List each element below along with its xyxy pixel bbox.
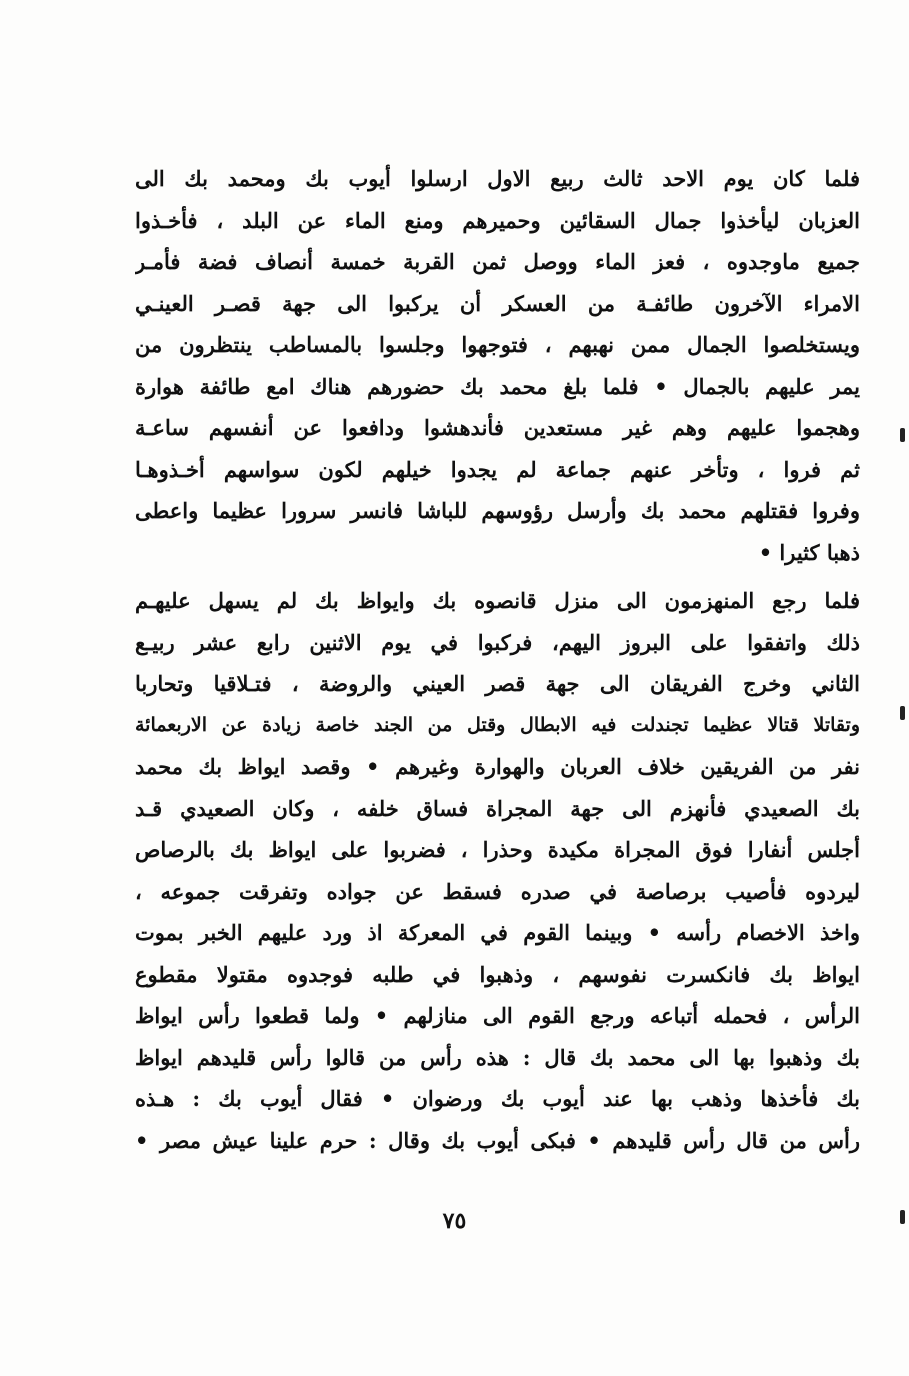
text-line: ذهبا كثيرا • <box>758 539 860 565</box>
text-line: ويستخلصوا الجمال ممن نهبهم ، فتوجهوا وجلسوا بالمساطب ينتظرون من <box>135 332 860 357</box>
text-line: بك فأخذها وذهب بها عند أيوب بك ورضوان • فقال أيوب بك : هـذه <box>135 1086 860 1111</box>
text-line: الثاني وخرج الفريقان الى جهة قصر العيني والروضة ، فتـلاقيا وتحاربا <box>135 671 860 696</box>
text-line: الرأس ، فحمله أتباعه ورجع القوم الى منازلهم • ولما قطعوا رأس ايواظ <box>135 1003 860 1028</box>
text-line: فلما رجع المنهزمون الى منزل قانصوه بك وايواظ بك لم يسهل عليهـم <box>135 588 860 613</box>
text-line: ايواظ بك فانكسرت نفوسهم ، وذهبوا في طلبه فوجدوه مقتولا مقطوع <box>135 961 860 987</box>
text-line: ثم فروا ، وتأخر عنهم جماعة لم يجدوا خيلهم لكون سواسهم أخـذوهـا <box>135 456 860 482</box>
text-line: وهجموا عليهم وهم غير مستعدين فأندهشوا ودافعوا عن أنفسهم ساعـة <box>135 415 860 440</box>
text-line: نفر من الفريقين خلاف العربان والهوارة وغيرهم • وقصد ايواظ بك محمد <box>135 754 860 779</box>
paragraph-1 <box>135 158 860 573</box>
paragraph-2 <box>135 580 860 1161</box>
text-line: يمر عليهم بالجمال • فلما بلغ محمد بك حضورهم هناك امع طائفة هوارة <box>135 373 860 399</box>
text-line: العزبان ليأخذوا جمال السقائين وحميرهم ومنع الماء عن البلد ، فأخـذوا <box>135 207 860 233</box>
text-line: بك الصعيدي فأنهزم الى جهة المجراة فساق خلفه ، وكان الصعيدي قـد <box>135 795 860 821</box>
text-line: الامراء الآخرون طائفـة من العسكر أن يركبوا الى جهة قصـر العينـي <box>135 290 860 316</box>
text-line: وفروا فقتلهم محمد بك وأرسل رؤوسهم للباشا فانسر سرورا عظيما واعطى <box>135 498 860 523</box>
margin-mark <box>900 428 905 442</box>
margin-mark <box>900 1210 905 1224</box>
text-line: رأس من قال رأس قليدهم • فبكى أيوب بك وقال : حرم علينا عيش مصر • <box>135 1127 860 1153</box>
text-line: فلما كان يوم الاحد ثالث ربيع الاول ارسلوا أيوب بك ومحمد بك الى <box>135 166 860 191</box>
text-line: وتقاتلا قتالا عظيما تجندلت فيه الابطال وقتل من الجند خاصة زيادة عن الاربعمائة <box>135 713 860 736</box>
text-line: واخذ الاخصام رأسه • وبينما القوم في المعركة اذ ورد عليهم الخبر بموت <box>135 920 860 945</box>
text-line: بك وذهبوا بها الى محمد بك قال : هذه رأس من قالوا رأس قليدهم ايواظ <box>135 1044 860 1070</box>
text-line: أجلس أنفارا فوق المجراة مكيدة وحذرا ، فضربوا على ايواظ بك بالرصاص <box>135 837 860 862</box>
text-line: جميع ماوجدوه ، فعز الماء ووصل ثمن القربة خمسة أنصاف فضة فأمـر <box>135 249 860 274</box>
page-number: ٧٥ <box>442 1208 467 1234</box>
margin-mark <box>900 706 905 720</box>
text-line: ليردوه فأصيب برصاصة في صدره فسقط عن جواده وتفرقت جموعه ، <box>135 878 860 904</box>
text-line: ذلك واتفقوا على البروز اليهم، فركبوا في يوم الاثنين رابع عشر ربيـع <box>135 629 860 655</box>
